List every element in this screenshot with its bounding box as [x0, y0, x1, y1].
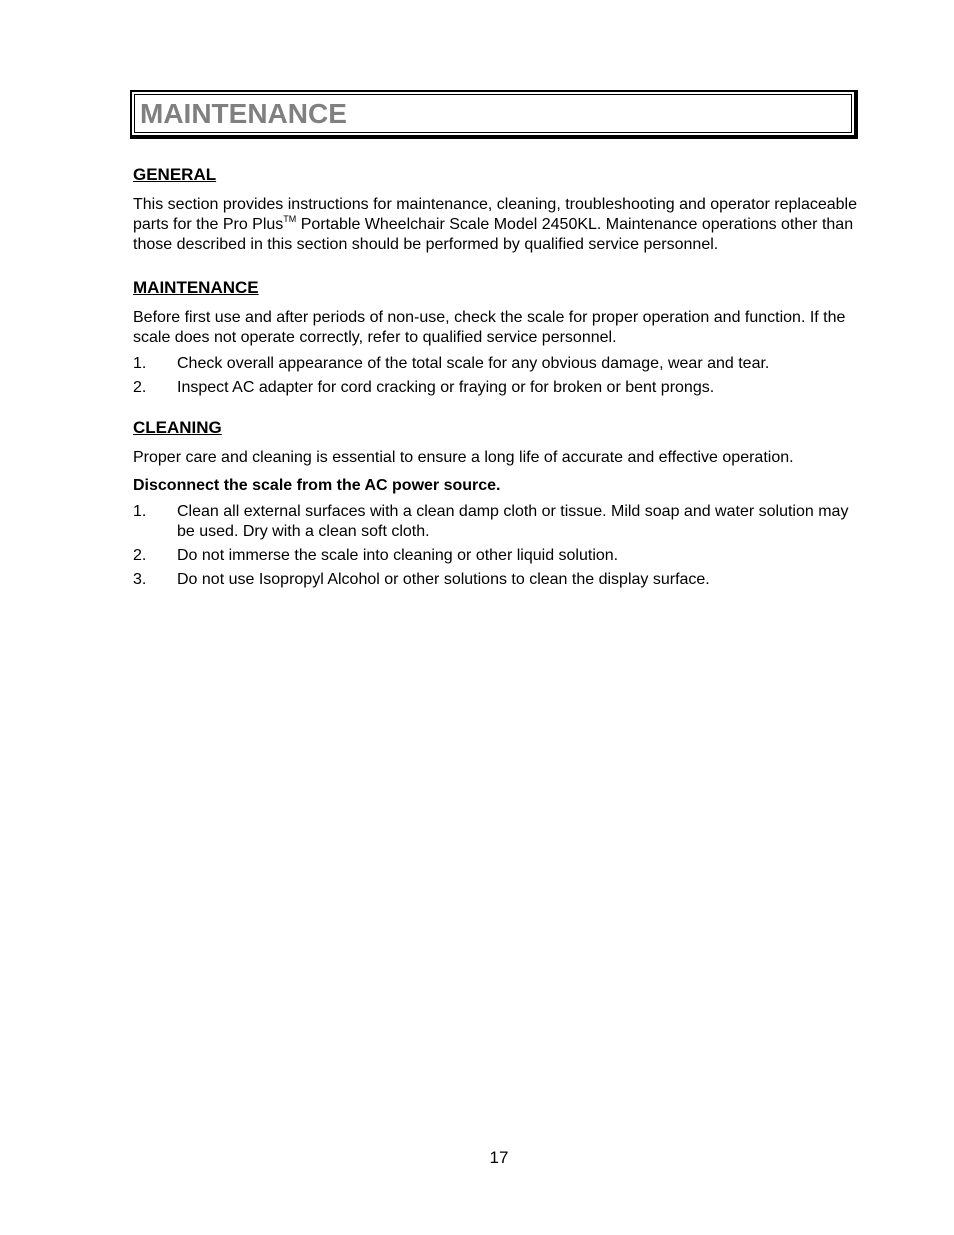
list-item	[133, 354, 865, 374]
title-box	[130, 90, 858, 139]
list-item	[133, 378, 865, 398]
list-item-number: 2.	[133, 379, 147, 396]
list-item-text: Do not use Isopropyl Alcohol or other solutions to clean the display surface.	[177, 571, 710, 588]
list-item-text: Clean all external surfaces with a clean damp cloth or tissue. Mild soap and water solution may be used. Dry with a clean soft cloth.	[177, 503, 849, 540]
cleaning-list	[133, 502, 865, 590]
list-item-number: 3.	[133, 571, 147, 588]
list-item	[133, 570, 865, 590]
list-item-number: 2.	[133, 547, 147, 564]
list-item-text: Check overall appearance of the total scale for any obvious damage, wear and tear.	[177, 355, 770, 372]
general-heading: GENERAL	[133, 165, 217, 184]
section-general	[133, 164, 865, 255]
page-title: MAINTENANCE	[140, 98, 347, 129]
list-item-number: 1.	[133, 503, 147, 520]
maintenance-list	[133, 354, 865, 398]
general-text-part1: This section provides instructions for maintenance, cleaning, troubleshooting and operator replaceable parts for the Pro Plus	[133, 196, 857, 233]
maintenance-intro: Before first use and after periods of non-use, check the scale for proper operation and function. If the scale does not operate correctly, refer to qualified service personnel.	[133, 309, 846, 346]
document-page	[133, 0, 865, 1235]
document-content	[133, 164, 865, 594]
maintenance-heading: MAINTENANCE	[133, 278, 259, 297]
list-item	[133, 502, 865, 542]
general-paragraph	[133, 195, 865, 255]
list-item-text: Do not immerse the scale into cleaning or other liquid solution.	[177, 547, 619, 564]
list-item-number: 1.	[133, 355, 147, 372]
section-cleaning	[133, 417, 865, 590]
list-item-text: Inspect AC adapter for cord cracking or fraying or for broken or bent prongs.	[177, 379, 715, 396]
trademark-superscript: TM	[283, 214, 297, 224]
cleaning-intro: Proper care and cleaning is essential to ensure a long life of accurate and effective operation.	[133, 449, 794, 466]
general-text-part2: Portable Wheelchair Scale Model 2450KL. Maintenance operations other than those described in this section should be performed by qualified service personnel.	[133, 216, 854, 253]
cleaning-heading: CLEANING	[133, 418, 222, 437]
list-item	[133, 546, 865, 566]
section-maintenance	[133, 277, 865, 398]
cleaning-warning: Disconnect the scale from the AC power source.	[133, 477, 501, 494]
page-number: 17	[489, 1148, 509, 1167]
